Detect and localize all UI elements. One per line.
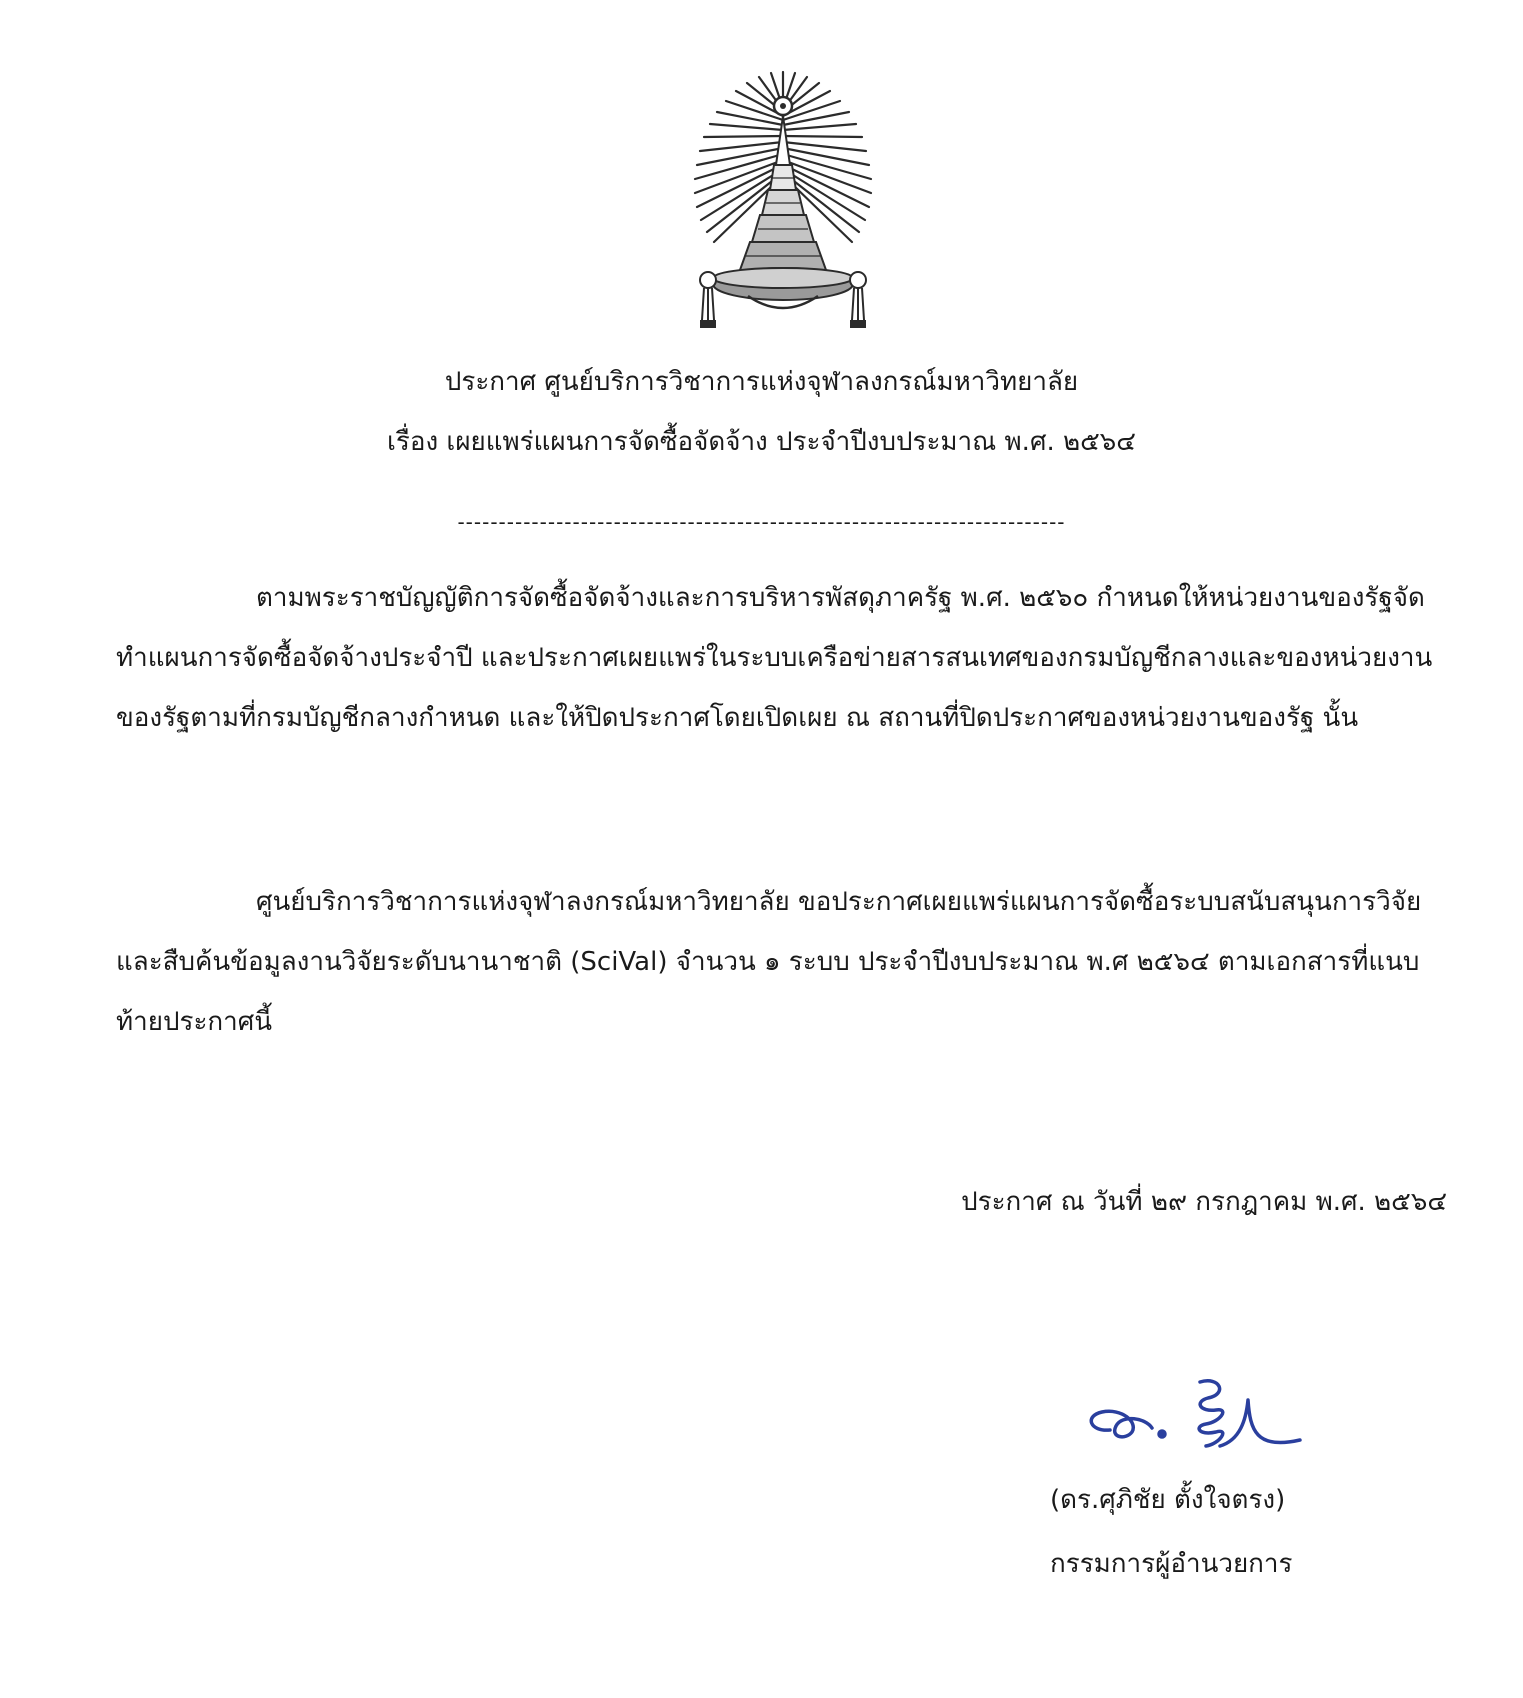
handwritten-signature-icon xyxy=(1070,1370,1330,1470)
separator-line: -------------------------------------------------------------------------- xyxy=(457,510,1066,534)
chulalongkorn-emblem-icon xyxy=(688,70,878,335)
announcement-date: ประกาศ ณ วันที่ ๒๙ กรกฎาคม พ.ศ. ๒๕๖๔ xyxy=(961,1187,1447,1217)
signer-name: (ดร.ศุภิชัย ตั้งใจตรง) xyxy=(1050,1485,1286,1515)
body-paragraph-1: ตามพระราชบัญญัติการจัดซื้อจัดจ้างและการบริหารพัสดุภาครัฐ พ.ศ. ๒๕๖๐ กำหนดให้หน่วยงานของรัฐจัดทำแผนการจัดซื้อจัดจ้างประจำปี และประกาศเผยแพร่ในระบบเครือข่ายสารสนเทศของกรมบัญชีกลางและของหน่วยงานของรัฐตามที่กรมบัญชีกลางกำหนด และให้ปิดประกาศโดยเปิดเผย ณ สถานที่ปิดประกาศของหน่วยงานของรัฐ นั้น xyxy=(116,583,1433,733)
body-paragraph-2: ศูนย์บริการวิชาการแห่งจุฬาลงกรณ์มหาวิทยาลัย ขอประกาศเผยแพร่แผนการจัดซื้อระบบสนับสนุนการวิจัยและสืบค้นข้อมูลงานวิจัยระดับนานาชาติ (SciVal) จำนวน ๑ ระบบ ประจำปีงบประมาณ พ.ศ ๒๕๖๔ ตามเอกสารที่แนบท้ายประกาศนี้ xyxy=(116,887,1422,1037)
announcement-subject: เรื่อง เผยแพร่แผนการจัดซื้อจัดจ้าง ประจำปีงบประมาณ พ.ศ. ๒๕๖๔ xyxy=(387,427,1136,457)
signer-position: กรรมการผู้อำนวยการ xyxy=(1050,1549,1293,1579)
announcement-title: ประกาศ ศูนย์บริการวิชาการแห่งจุฬาลงกรณ์มหาวิทยาลัย xyxy=(444,367,1079,397)
